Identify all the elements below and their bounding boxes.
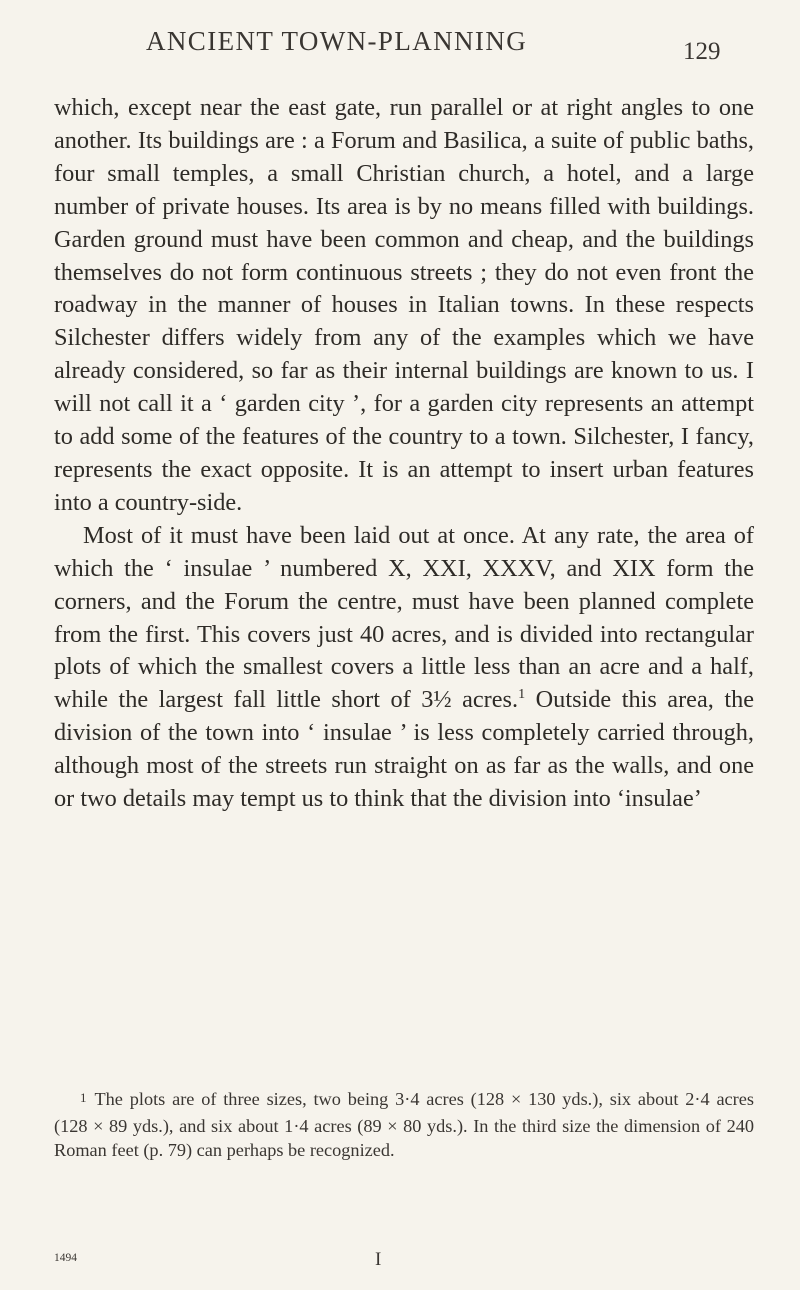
paragraph-2-part-1: Most of it must have been laid out at once. At any rate, the area of which the ‘ insulae ’ numbered X, XXI, XXXV, and XIX form the corners, and the Forum the centre, must have been planned complete from the first. This covers just 40 acres, and is divided into rectangular plots of which the smallest covers a little less than an acre and a half, while the largest fall little short of 3½ acres. xyxy=(54,521,754,714)
running-title: ANCIENT TOWN-PLANNING xyxy=(146,26,528,56)
paragraph-2 xyxy=(54,520,754,816)
paragraph-2-part-2: Outside this area, the division of the town into ‘ insulae ’ is less completely carried through, although most of the streets run straight on as far as the walls, and one or two details may tempt us to think that the division into ‘insulae’ xyxy=(54,686,755,813)
body-text xyxy=(54,92,754,816)
footnote-text: The plots are of three sizes, two being 3·4 acres (128 × 130 yds.), six about 2·4 acres (128 × 89 yds.), and six about 1·4 acres (89 × 80 yds.). In the third size the dimension of 240 Roman feet (p. 79) can perhaps be recognized. xyxy=(54,1089,754,1161)
footnote-reference[interactable]: 1 xyxy=(518,686,526,703)
footnote xyxy=(54,1087,754,1163)
printer-signature-letter: I xyxy=(375,1249,382,1270)
page-number: 129 xyxy=(683,38,721,65)
printer-signature-code: 1494 xyxy=(54,1252,77,1264)
paragraph-1: which, except near the east gate, run parallel or at right angles to one another. Its buildings are : a Forum and Basilica, a suite of public baths, four small temples, a small Christian church, a hotel, and a large number of private houses. Its area is by no means filled with buildings. Garden ground must have been common and cheap, and the buildings themselves do not form continuous streets ; they do not even front the roadway in the manner of houses in Italian towns. In these respects Silchester differs widely from any of the examples which we have already considered, so far as their internal buildings are known to us. I will not call it a ‘ garden city ’, for a garden city represents an attempt to add some of the features of the country to a town. Silchester, I fancy, represents the exact opposite. It is an attempt to insert urban features into a country-side. xyxy=(54,94,754,516)
footnote-paragraph xyxy=(54,1087,754,1163)
footnote-marker: 1 xyxy=(80,1090,87,1105)
